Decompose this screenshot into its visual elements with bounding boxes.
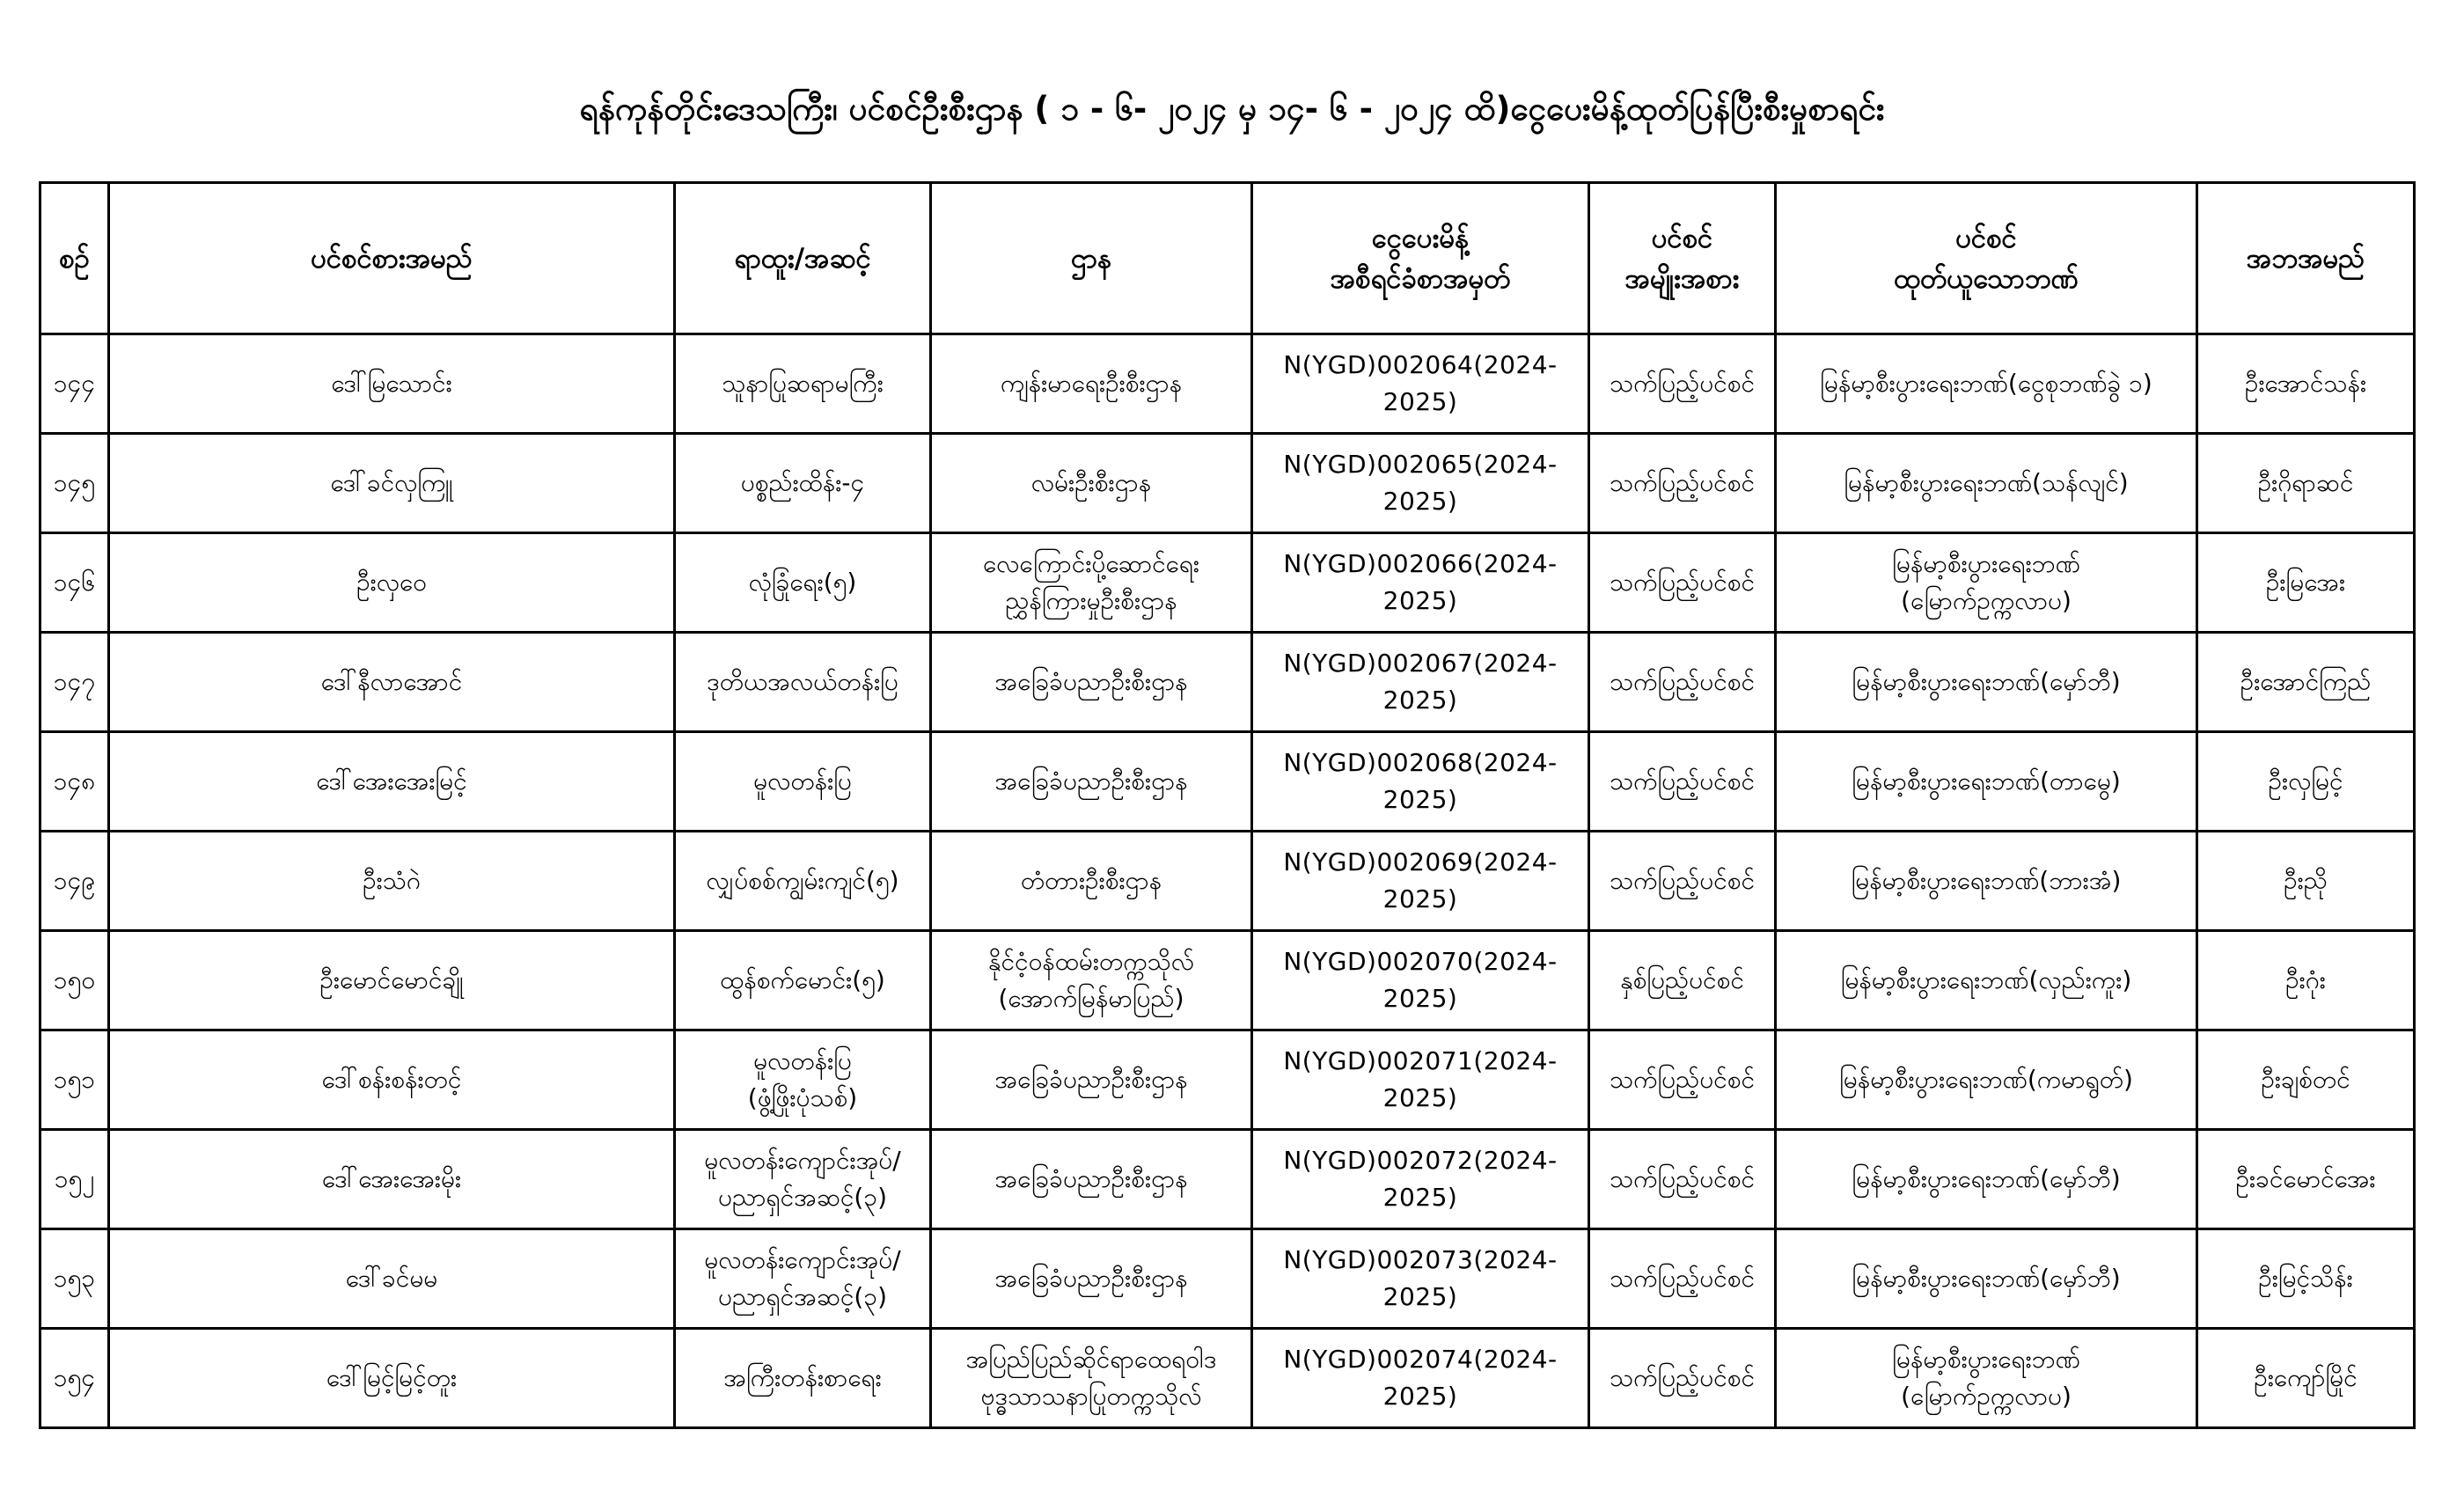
pension-type-cell: သက်ပြည့်ပင်စင် (1589, 1329, 1776, 1428)
pensioner-name-cell: ဦးလှဝေ (109, 533, 675, 633)
pension-bank-cell (1776, 434, 2197, 533)
col-pension-type-header (1589, 183, 1776, 334)
pension-bank-cell-line: မြန်မာ့စီးပွားရေးဘဏ်(လှည်းကူး) (1840, 965, 2132, 994)
serial-no-cell: ၁၄၆ (40, 533, 109, 633)
department-cell-line: ကျန်းမာရေးဦးစီးဌာန (1000, 369, 1183, 398)
department-cell-line: အခြေခံပညာဦးစီးဌာန (994, 1065, 1188, 1094)
serial-no-cell: ၁၄၈ (40, 732, 109, 832)
rank-cell (675, 334, 931, 434)
father-name-cell: ဦးကျော်မြိုင် (2197, 1329, 2415, 1428)
header-label: ပင်စင် (1955, 222, 2017, 254)
department-cell-line: အခြေခံပညာဦးစီးဌာန (994, 766, 1188, 796)
department-cell-line: အပြည်ပြည်ဆိုင်ရာထေရဝါဒ (965, 1345, 1217, 1374)
rank-cell-line: ဒုတိယအလယ်တန်းပြ (707, 667, 898, 696)
rank-cell-line: လုံခြုံရေး(၅) (748, 568, 857, 597)
pension-type-cell: သက်ပြည့်ပင်စင် (1589, 334, 1776, 434)
pension-bank-cell (1776, 1229, 2197, 1329)
order-number-cell: N(YGD)002064(2024-2025) (1252, 334, 1589, 434)
header-label: အစီရင်ခံစာအမှတ် (1330, 262, 1511, 295)
pensioner-name-cell: ဒေါ်မြင့်မြင့်တူး (109, 1329, 675, 1428)
pension-type-cell: သက်ပြည့်ပင်စင် (1589, 633, 1776, 732)
order-number-cell: N(YGD)002074(2024-2025) (1252, 1329, 1589, 1428)
serial-no-cell: ၁၅၂ (40, 1130, 109, 1229)
pension-type-cell: သက်ပြည့်ပင်စင် (1589, 434, 1776, 533)
order-number-cell: N(YGD)002066(2024-2025) (1252, 533, 1589, 633)
father-name-cell: ဦးဂုံး (2197, 931, 2415, 1030)
department-cell-line: အခြေခံပညာဦးစီးဌာန (994, 1164, 1188, 1193)
col-father-name-header (2197, 183, 2415, 334)
department-cell-line: ညွှန်ကြားမှုဦးစီးဌာန (1005, 586, 1177, 615)
father-name-cell: ဦးအောင်သန်း (2197, 334, 2415, 434)
pensioner-name-cell: ဒေါ်နီလာအောင် (109, 633, 675, 732)
pension-bank-cell-line: မြန်မာ့စီးပွားရေးဘဏ်(မှော်ဘီ) (1852, 667, 2121, 696)
department-cell (931, 334, 1252, 434)
department-cell-line: နိုင်ငံ့ဝန်ထမ်းတက္ကသိုလ် (988, 947, 1194, 976)
header-label: အဘအမည် (2246, 242, 2365, 275)
serial-no-cell: ၁၄၄ (40, 334, 109, 434)
pensioner-name-cell: ဒေါ်အေးအေးမြင့် (109, 732, 675, 832)
header-label: ငွေပေးမိန့် (1371, 222, 1470, 254)
pensioner-name-cell: ဦးသံဂဲ (109, 832, 675, 931)
col-pension-bank-header (1776, 183, 2197, 334)
pension-bank-cell (1776, 1030, 2197, 1130)
table-row (40, 334, 2415, 434)
rank-cell-line: မူလတန်းကျောင်းအုပ်/ (704, 1245, 901, 1274)
rank-cell (675, 434, 931, 533)
rank-cell-line: အကြီးတန်းစာရေး (723, 1363, 882, 1392)
table-row (40, 533, 2415, 633)
pension-bank-cell (1776, 732, 2197, 832)
father-name-cell: ဦးညို (2197, 832, 2415, 931)
table-header-row (40, 183, 2415, 334)
header-label: အမျိုးအစား (1624, 262, 1740, 295)
serial-no-cell: ၁၄၅ (40, 434, 109, 533)
department-cell (931, 1229, 1252, 1329)
rank-cell (675, 832, 931, 931)
header-label: စဉ် (59, 242, 90, 275)
rank-cell-line: သူနာပြုဆရာမကြီး (722, 369, 884, 398)
header-label: ပင်စင်စားအမည် (311, 242, 473, 275)
pension-bank-cell (1776, 1329, 2197, 1428)
col-serial-no-header (40, 183, 109, 334)
pension-bank-cell (1776, 931, 2197, 1030)
serial-no-cell: ၁၅၄ (40, 1329, 109, 1428)
pension-bank-cell-line: (မြောက်ဥက္ကလာပ) (1901, 1382, 2072, 1411)
rank-cell-line: လျှပ်စစ်ကျွမ်းကျင်(၅) (706, 866, 899, 895)
rank-cell-line: (ဖွံ့ဖြိုးပုံသစ်) (747, 1083, 858, 1112)
department-cell-line: လေကြောင်းပို့ဆောင်ရေး (982, 549, 1200, 578)
pension-bank-cell-line: (မြောက်ဥက္ကလာပ) (1901, 586, 2072, 615)
order-number-cell: N(YGD)002072(2024-2025) (1252, 1130, 1589, 1229)
header-label: ဌာန (1071, 242, 1111, 275)
rank-cell (675, 1229, 931, 1329)
serial-no-cell: ၁၄၉ (40, 832, 109, 931)
rank-cell (675, 633, 931, 732)
rank-cell (675, 1329, 931, 1428)
page-title: ရန်ကုန်တိုင်းဒေသကြီး၊ ပင်စင်ဦးစီးဌာန ( ၁ - ၆- ၂၀၂၄ မှ ၁၄- ၆ - ၂၀၂၄ ထိ)ငွေပေးမိန့်ထုတ်ပြန်ပြီးစီးမှုစာရင်း (579, 90, 1885, 128)
pensioner-name-cell: ဒေါ်ခင်မမ (109, 1229, 675, 1329)
father-name-cell: ဦးဂိုရာဆင် (2197, 434, 2415, 533)
header-label: ထုတ်ယူသောဘဏ် (1894, 262, 2079, 295)
pension-type-cell: သက်ပြည့်ပင်စင် (1589, 1229, 1776, 1329)
col-pensioner-name-header (109, 183, 675, 334)
pension-bank-cell-line: မြန်မာ့စီးပွားရေးဘဏ်(ကမာရွတ်) (1839, 1065, 2133, 1094)
col-department-header (931, 183, 1252, 334)
pension-bank-cell-line: မြန်မာ့စီးပွားရေးဘဏ်(မှော်ဘီ) (1852, 1264, 2121, 1293)
rank-cell (675, 931, 931, 1030)
pension-bank-cell (1776, 832, 2197, 931)
department-cell-line: (အောက်မြန်မာပြည်) (998, 984, 1184, 1013)
father-name-cell: ဦးမြအေး (2197, 533, 2415, 633)
rank-cell-line: ပစ္စည်းထိန်း-၄ (740, 468, 865, 497)
rank-cell (675, 1130, 931, 1229)
pension-type-cell: သက်ပြည့်ပင်စင် (1589, 1130, 1776, 1229)
rank-cell-line: ပညာရှင်အဆင့်(၃) (717, 1183, 888, 1212)
order-number-cell: N(YGD)002073(2024-2025) (1252, 1229, 1589, 1329)
pension-type-cell: နှစ်ပြည့်ပင်စင် (1589, 931, 1776, 1030)
table-body (40, 334, 2415, 1428)
pension-bank-cell (1776, 633, 2197, 732)
department-cell (931, 1030, 1252, 1130)
order-number-cell: N(YGD)002067(2024-2025) (1252, 633, 1589, 732)
pension-type-cell: သက်ပြည့်ပင်စင် (1589, 533, 1776, 633)
pensioner-name-cell: ဦးမောင်မောင်ချို (109, 931, 675, 1030)
pensioner-name-cell: ဒေါ်ခင်လှကြူ (109, 434, 675, 533)
rank-cell-line: မူလတန်းပြ (753, 1046, 852, 1075)
department-cell (931, 732, 1252, 832)
serial-no-cell: ၁၅၀ (40, 931, 109, 1030)
table-row (40, 1329, 2415, 1428)
header-label: ရာထူး/အဆင့် (734, 242, 871, 275)
pensioner-name-cell: ဒေါ်မြသောင်း (109, 334, 675, 434)
father-name-cell: ဦးအောင်ကြည် (2197, 633, 2415, 732)
rank-cell (675, 533, 931, 633)
order-number-cell: N(YGD)002071(2024-2025) (1252, 1030, 1589, 1130)
rank-cell-line: ပညာရှင်အဆင့်(၃) (717, 1282, 888, 1311)
serial-no-cell: ၁၄၇ (40, 633, 109, 732)
rank-cell-line: ထွန်စက်မောင်း(၅) (720, 965, 885, 994)
pension-type-cell: သက်ပြည့်ပင်စင် (1589, 732, 1776, 832)
department-cell-line: တံတားဦးစီးဌာန (1020, 866, 1162, 895)
order-number-cell: N(YGD)002069(2024-2025) (1252, 832, 1589, 931)
pension-bank-cell-line: မြန်မာ့စီးပွားရေးဘဏ်(ဘားအံ) (1851, 866, 2122, 895)
pension-bank-cell-line: မြန်မာ့စီးပွားရေးဘဏ်(သန်လျင်) (1844, 468, 2129, 497)
department-cell-line: အခြေခံပညာဦးစီးဌာန (994, 667, 1188, 696)
order-number-cell: N(YGD)002070(2024-2025) (1252, 931, 1589, 1030)
pension-type-cell: သက်ပြည့်ပင်စင် (1589, 832, 1776, 931)
table-row (40, 633, 2415, 732)
department-cell-line: ဗုဒ္ဓသာသနာပြုတက္ကသိုလ် (980, 1382, 1202, 1411)
pension-bank-cell (1776, 533, 2197, 633)
father-name-cell: ဦးမြင့်သိန်း (2197, 1229, 2415, 1329)
rank-cell (675, 732, 931, 832)
department-cell (931, 633, 1252, 732)
table-row (40, 1229, 2415, 1329)
father-name-cell: ဦးလှမြင့် (2197, 732, 2415, 832)
serial-no-cell: ၁၅၁ (40, 1030, 109, 1130)
department-cell (931, 1329, 1252, 1428)
department-cell (931, 832, 1252, 931)
pension-bank-cell-line: မြန်မာ့စီးပွားရေးဘဏ်(ငွေစုဘဏ်ခွဲ ၁) (1820, 369, 2152, 398)
table-row (40, 832, 2415, 931)
pension-bank-cell-line: မြန်မာ့စီးပွားရေးဘဏ်(တာမွေ) (1852, 766, 2121, 796)
order-number-cell: N(YGD)002068(2024-2025) (1252, 732, 1589, 832)
rank-cell-line: မူလတန်းပြ (753, 766, 852, 796)
rank-cell (675, 1030, 931, 1130)
department-cell (931, 533, 1252, 633)
pensioner-name-cell: ဒေါ်အေးအေးမိုး (109, 1130, 675, 1229)
pension-bank-cell-line: မြန်မာ့စီးပွားရေးဘဏ် (1892, 1345, 2080, 1374)
pension-record-table (39, 181, 2416, 1429)
header-label: ပင်စင် (1651, 222, 1713, 254)
father-name-cell: ဦးခင်မောင်အေး (2197, 1130, 2415, 1229)
pension-bank-cell-line: မြန်မာ့စီးပွားရေးဘဏ်(မှော်ဘီ) (1852, 1164, 2121, 1193)
department-cell (931, 1130, 1252, 1229)
col-rank-header (675, 183, 931, 334)
table-row (40, 732, 2415, 832)
pension-bank-cell-line: မြန်မာ့စီးပွားရေးဘဏ် (1892, 549, 2080, 578)
table-row (40, 1030, 2415, 1130)
department-cell (931, 434, 1252, 533)
col-order-number-header (1252, 183, 1589, 334)
pension-bank-cell (1776, 1130, 2197, 1229)
department-cell-line: အခြေခံပညာဦးစီးဌာန (994, 1264, 1188, 1293)
pensioner-name-cell: ဒေါ်စန်းစန်းတင့် (109, 1030, 675, 1130)
table-row (40, 931, 2415, 1030)
pension-type-cell: သက်ပြည့်ပင်စင် (1589, 1030, 1776, 1130)
order-number-cell: N(YGD)002065(2024-2025) (1252, 434, 1589, 533)
department-cell-line: လမ်းဦးစီးဌာန (1030, 468, 1152, 497)
rank-cell-line: မူလတန်းကျောင်းအုပ်/ (704, 1146, 901, 1175)
pension-bank-cell (1776, 334, 2197, 434)
department-cell (931, 931, 1252, 1030)
table-row (40, 1130, 2415, 1229)
table-row (40, 434, 2415, 533)
serial-no-cell: ၁၅၃ (40, 1229, 109, 1329)
father-name-cell: ဦးချစ်တင် (2197, 1030, 2415, 1130)
